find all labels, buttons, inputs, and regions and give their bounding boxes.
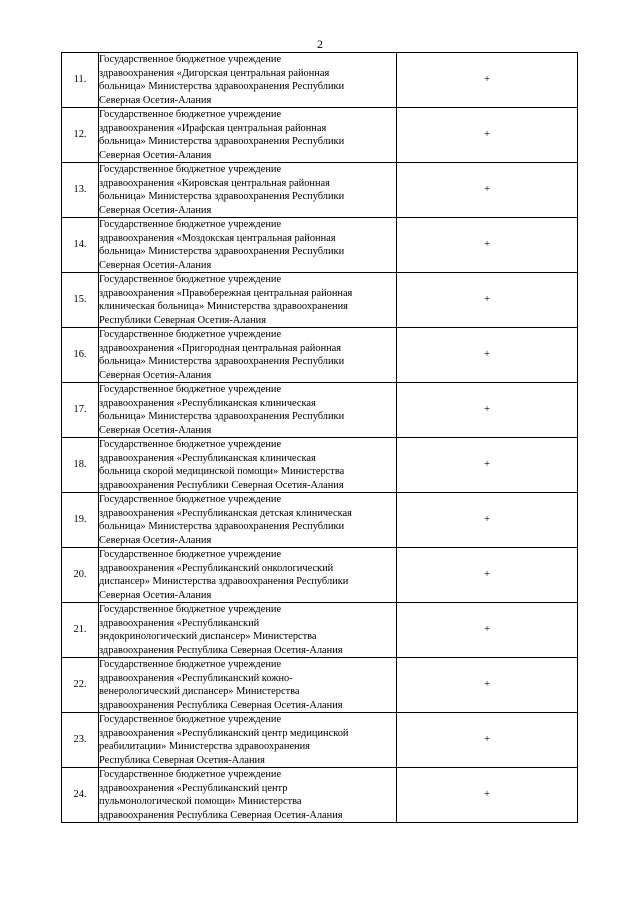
institution-name-line: Государственное бюджетное учреждение: [99, 384, 282, 395]
institution-name: [99, 273, 397, 328]
institution-name-line: здравоохранения «Дигорская центральная районная: [99, 67, 330, 79]
institution-name: [99, 328, 397, 383]
institution-name-line: здравоохранения «Республиканская клиническая: [99, 452, 316, 464]
institution-name-line: Государственное бюджетное учреждение: [99, 54, 282, 65]
inclusion-mark: +: [397, 273, 578, 328]
institution-name-line: больница» Министерства здравоохранения Республики: [99, 521, 345, 532]
page-number: 2: [317, 37, 323, 51]
institution-name: [99, 163, 397, 218]
institution-name-line: здравоохранения Республика Северная Осетия-Алания: [99, 809, 343, 821]
row-number: 13.: [62, 163, 99, 218]
row-number: 16.: [62, 328, 99, 383]
inclusion-mark: +: [397, 548, 578, 603]
institution-name-line: Государственное бюджетное учреждение: [99, 439, 282, 450]
table-row: [62, 493, 578, 548]
inclusion-mark: +: [397, 108, 578, 163]
institution-name-line: Государственное бюджетное учреждение: [99, 769, 282, 780]
table-row: [62, 438, 578, 493]
institution-name-line: Северная Осетия-Алания: [99, 204, 212, 216]
institution-name: [99, 658, 397, 713]
row-number: 23.: [62, 713, 99, 768]
inclusion-mark: +: [397, 603, 578, 658]
institution-name-line: Государственное бюджетное учреждение: [99, 274, 282, 285]
institution-name-line: реабилитации» Министерства здравоохранения: [99, 741, 310, 752]
institution-name-line: Государственное бюджетное учреждение: [99, 109, 282, 120]
institution-name-line: диспансер» Министерства здравоохранения Республики: [99, 576, 349, 587]
institution-name: [99, 218, 397, 273]
institution-name-line: Северная Осетия-Алания: [99, 589, 212, 601]
table-row: [62, 108, 578, 163]
row-number: 19.: [62, 493, 99, 548]
institution-name-line: здравоохранения «Кировская центральная районная: [99, 177, 330, 189]
table-row: [62, 163, 578, 218]
table-row: [62, 328, 578, 383]
table-row: [62, 603, 578, 658]
institution-name-line: больница скорой медицинской помощи» Министерства: [99, 466, 345, 477]
inclusion-mark: +: [397, 713, 578, 768]
inclusion-mark: +: [397, 438, 578, 493]
institution-name-line: Северная Осетия-Алания: [99, 149, 212, 161]
inclusion-mark: +: [397, 218, 578, 273]
institution-name: [99, 768, 397, 823]
institution-name-line: Государственное бюджетное учреждение: [99, 219, 282, 230]
institution-name-line: Северная Осетия-Алания: [99, 424, 212, 436]
institution-name-line: здравоохранения «Республиканский: [99, 617, 260, 629]
institution-name: [99, 53, 397, 108]
institution-name-line: Государственное бюджетное учреждение: [99, 164, 282, 175]
institution-name-line: эндокринологический диспансер» Министерства: [99, 631, 317, 642]
institution-name: [99, 603, 397, 658]
institution-name-line: здравоохранения Республика Северная Осетия-Алания: [99, 699, 343, 711]
institution-name-line: здравоохранения «Республиканская детская клиническая: [99, 507, 352, 519]
institution-name: [99, 383, 397, 438]
institution-name-line: Государственное бюджетное учреждение: [99, 659, 282, 670]
institution-name: [99, 713, 397, 768]
inclusion-mark: +: [397, 328, 578, 383]
inclusion-mark: +: [397, 53, 578, 108]
row-number: 22.: [62, 658, 99, 713]
institution-name-line: здравоохранения «Ирафская центральная районная: [99, 122, 327, 134]
institution-name-line: клиническая больница» Министерства здравоохранения: [99, 301, 348, 312]
institution-name-line: здравоохранения «Республиканский кожно-: [99, 672, 293, 684]
institution-name-line: здравоохранения «Моздокская центральная районная: [99, 232, 336, 244]
institution-name-line: Государственное бюджетное учреждение: [99, 329, 282, 340]
institution-name-line: Государственное бюджетное учреждение: [99, 494, 282, 505]
inclusion-mark: +: [397, 658, 578, 713]
institution-name-line: здравоохранения «Республиканский центр медицинской: [99, 727, 349, 739]
institution-name-line: больница» Министерства здравоохранения Республики: [99, 356, 345, 367]
row-number: 24.: [62, 768, 99, 823]
institution-name-line: Северная Осетия-Алания: [99, 369, 212, 381]
table-row: [62, 713, 578, 768]
table-row: [62, 273, 578, 328]
row-number: 21.: [62, 603, 99, 658]
institution-name-line: больница» Министерства здравоохранения Республики: [99, 411, 345, 422]
institution-name-line: Северная Осетия-Алания: [99, 534, 212, 546]
row-number: 20.: [62, 548, 99, 603]
inclusion-mark: +: [397, 493, 578, 548]
table-row: [62, 768, 578, 823]
row-number: 15.: [62, 273, 99, 328]
row-number: 18.: [62, 438, 99, 493]
table-row: [62, 658, 578, 713]
institution-name-line: Республики Северная Осетия-Алания: [99, 314, 266, 326]
table-row: [62, 53, 578, 108]
institution-name-line: здравоохранения «Республиканский центр: [99, 782, 288, 794]
institution-name-line: Северная Осетия-Алания: [99, 259, 212, 271]
institution-name: [99, 493, 397, 548]
institution-name: [99, 548, 397, 603]
row-number: 17.: [62, 383, 99, 438]
inclusion-mark: +: [397, 383, 578, 438]
institution-name-line: здравоохранения «Республиканский онкологический: [99, 562, 334, 574]
institution-name-line: больница» Министерства здравоохранения Республики: [99, 246, 345, 257]
institution-name-line: венерологический диспансер» Министерства: [99, 686, 300, 697]
institutions-table: [61, 52, 578, 823]
row-number: 11.: [62, 53, 99, 108]
row-number: 12.: [62, 108, 99, 163]
institution-name-line: Государственное бюджетное учреждение: [99, 604, 282, 615]
institution-name: [99, 108, 397, 163]
row-number: 14.: [62, 218, 99, 273]
table-row: [62, 218, 578, 273]
institution-name-line: здравоохранения Республика Северная Осетия-Алания: [99, 644, 343, 656]
table-row: [62, 548, 578, 603]
institution-name-line: пульмонологической помощи» Министерства: [99, 796, 302, 807]
institution-name-line: Республика Северная Осетия-Алания: [99, 754, 265, 766]
institution-name: [99, 438, 397, 493]
inclusion-mark: +: [397, 163, 578, 218]
institution-name-line: больница» Министерства здравоохранения Республики: [99, 136, 345, 147]
institution-name-line: Государственное бюджетное учреждение: [99, 549, 282, 560]
institution-name-line: здравоохранения Республики Северная Осетия-Алания: [99, 479, 344, 491]
institution-name-line: здравоохранения «Правобережная центральная районная: [99, 287, 353, 299]
institution-name-line: больница» Министерства здравоохранения Республики: [99, 81, 345, 92]
institution-name-line: Северная Осетия-Алания: [99, 94, 212, 106]
institution-name-line: здравоохранения «Пригородная центральная районная: [99, 342, 342, 354]
institution-name-line: больница» Министерства здравоохранения Республики: [99, 191, 345, 202]
inclusion-mark: +: [397, 768, 578, 823]
institution-name-line: Государственное бюджетное учреждение: [99, 714, 282, 725]
table-row: [62, 383, 578, 438]
institution-name-line: здравоохранения «Республиканская клиническая: [99, 397, 316, 409]
